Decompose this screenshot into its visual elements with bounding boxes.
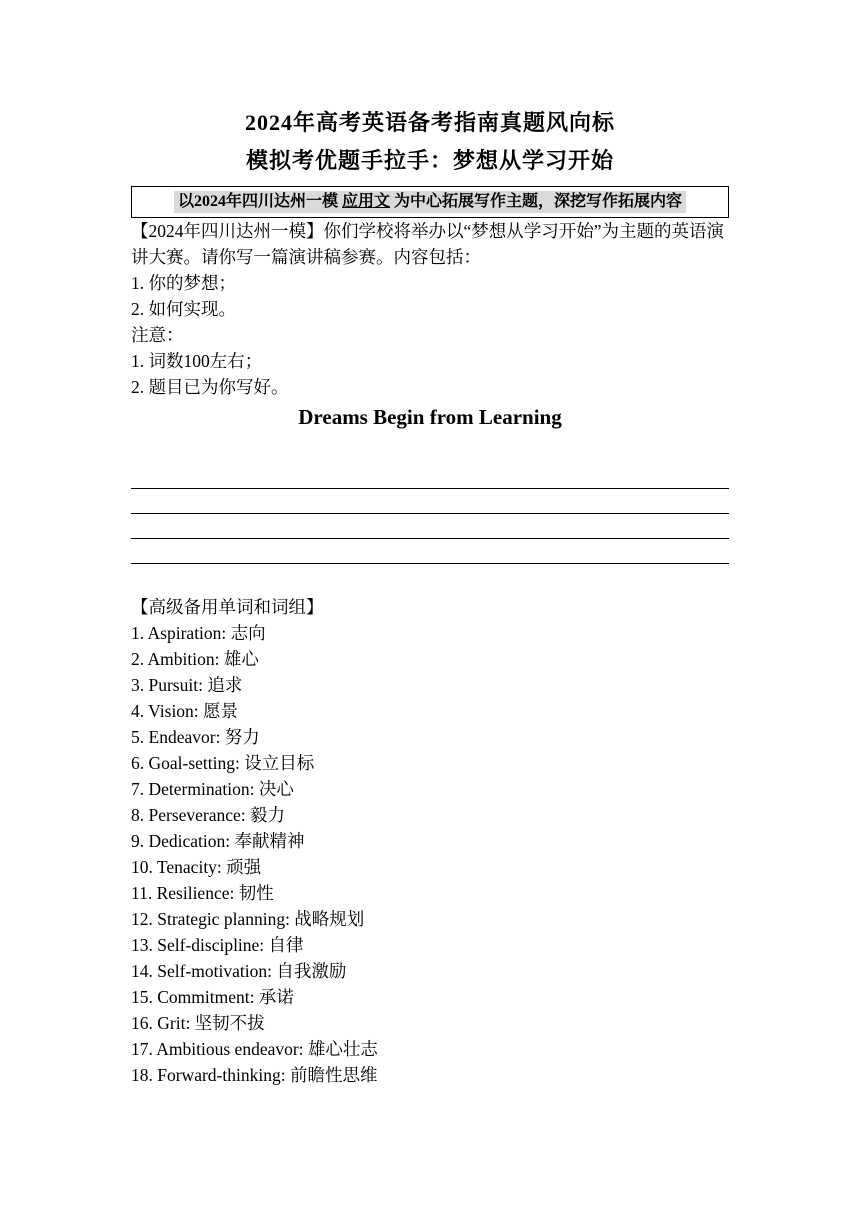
banner-underlined: 应用文 bbox=[341, 193, 390, 210]
prompt-intro: 【2024年四川达州一模】你们学校将举办以“梦想从学习开始”为主题的英语演讲大赛。请你写一篇演讲稿参赛。内容包括： bbox=[131, 221, 725, 267]
vocabulary-item: 15. Commitment: 承诺 bbox=[131, 987, 294, 1007]
vocabulary-item: 17. Ambitious endeavor: 雄心壮志 bbox=[131, 1039, 378, 1059]
vocabulary-item: 3. Pursuit: 追求 bbox=[131, 675, 243, 695]
vocabulary-item: 10. Tenacity: 顽强 bbox=[131, 857, 262, 877]
answer-line[interactable] bbox=[131, 514, 729, 539]
vocabulary-item: 7. Determination: 决心 bbox=[131, 779, 294, 799]
banner-text bbox=[174, 191, 686, 213]
vocabulary-heading: 【高级备用单词和词组】 bbox=[131, 597, 324, 617]
notes-label: 注意： bbox=[131, 325, 184, 345]
vocabulary-item: 12. Strategic planning: 战略规划 bbox=[131, 909, 365, 929]
vocabulary-item: 18. Forward-thinking: 前瞻性思维 bbox=[131, 1065, 378, 1085]
main-title: 2024年高考英语备考指南真题风向标 bbox=[244, 110, 615, 135]
vocabulary-item: 6. Goal-setting: 设立目标 bbox=[131, 753, 315, 773]
content-point-2: 2. 如何实现。 bbox=[131, 299, 236, 319]
subtitle: 模拟考优题手拉手：梦想从学习开始 bbox=[245, 148, 614, 173]
answer-lines bbox=[131, 464, 729, 564]
answer-line[interactable] bbox=[131, 464, 729, 489]
note-2: 2. 题目已为你写好。 bbox=[131, 377, 289, 397]
answer-line[interactable] bbox=[131, 539, 729, 564]
vocabulary-item: 1. Aspiration: 志向 bbox=[131, 623, 266, 643]
banner-suffix: 为中心拓展写作主题，深挖写作拓展内容 bbox=[394, 193, 683, 210]
document-page bbox=[131, 108, 729, 1088]
content-point-1: 1. 你的梦想； bbox=[131, 273, 236, 293]
vocabulary-item: 13. Self-discipline: 自律 bbox=[131, 935, 304, 955]
vocabulary-item: 5. Endeavor: 努力 bbox=[131, 727, 260, 747]
banner-prefix: 以2024年四川达州一模 bbox=[177, 193, 338, 210]
note-1: 1. 词数100左右； bbox=[131, 351, 263, 371]
vocabulary-item: 11. Resilience: 韧性 bbox=[131, 883, 274, 903]
essay-title: Dreams Begin from Learning bbox=[298, 405, 562, 429]
vocabulary-item: 14. Self-motivation: 自我激励 bbox=[131, 961, 347, 981]
vocabulary-item: 4. Vision: 愿景 bbox=[131, 701, 239, 721]
topic-banner bbox=[131, 186, 729, 218]
vocabulary-item: 16. Grit: 坚韧不拔 bbox=[131, 1013, 265, 1033]
vocabulary-item: 8. Perseverance: 毅力 bbox=[131, 805, 286, 825]
vocabulary-item: 9. Dedication: 奉献精神 bbox=[131, 831, 305, 851]
answer-line[interactable] bbox=[131, 489, 729, 514]
vocabulary-item: 2. Ambition: 雄心 bbox=[131, 649, 259, 669]
vocabulary-list bbox=[131, 620, 729, 1088]
